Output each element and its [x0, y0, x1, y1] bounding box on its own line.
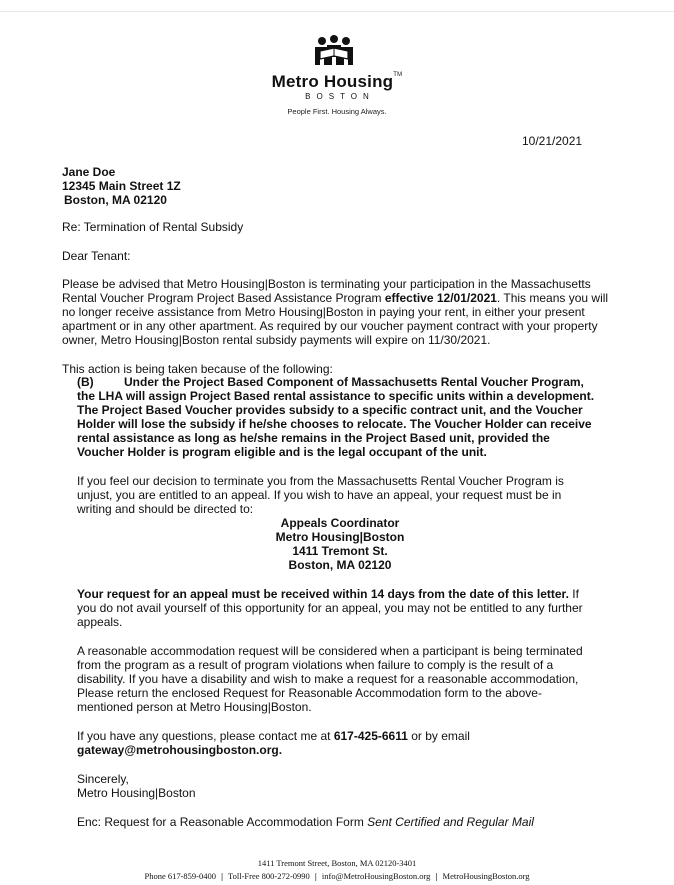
reason-line3: The Project Based Voucher provides subsidy to a specific contract unit, and the Voucher: [77, 403, 583, 417]
accommodation-line5: mentioned person at Metro Housing|Boston.: [77, 700, 312, 714]
appeal-addr-line3: 1411 Tremont St.: [292, 544, 388, 558]
top-divider: [0, 11, 674, 12]
footer-sep-1: |: [221, 871, 224, 881]
appeal-line1: If you feel our decision to terminate you from the Massachusetts Rental Voucher Program is: [77, 474, 564, 488]
para1-line4: apartment or in any other apartment. As required by our voucher payment contract with your property: [62, 319, 598, 333]
trademark: TM: [393, 72, 403, 78]
deadline-line2: you do not avail yourself of this opportunity for an appeal, you may not be entitled to any further: [77, 601, 583, 615]
recipient-name: Jane Doe: [62, 165, 116, 179]
accommodation-line4: Please return the enclosed Request for Reasonable Accommodation form to the above-: [77, 686, 542, 700]
closing-sincerely: Sincerely,: [77, 772, 129, 786]
closing-signer: Metro Housing|Boston: [77, 786, 196, 800]
footer-sep-3: |: [435, 871, 438, 881]
reason-line4: Holder will lose the subsidy if he/she chooses to relocate. The Voucher Holder can receive: [77, 417, 592, 431]
appeal-line2: unjust, you are entitled to an appeal. If you wish to have an appeal, your request must be in: [77, 488, 562, 502]
para1-line5: owner, Metro Housing|Boston rental subsidy payments will expire on 11/30/2021.: [62, 333, 491, 347]
reason-line2: the LHA will assign Project Based rental assistance to specific units within a development.: [77, 389, 595, 403]
metro-housing-logo-icon: [311, 35, 357, 69]
reason-intro: This action is being taken because of the following:: [62, 362, 333, 376]
tagline: People First. Housing Always.: [287, 107, 387, 116]
accommodation-line2: from the program as a result of program violations when failure to comply is the result of a: [77, 658, 554, 672]
footer-contacts: [0, 871, 674, 881]
footer-address: 1411 Tremont Street, Boston, MA 02120-3401: [257, 858, 417, 868]
mail-method: Sent Certified and Regular Mail: [367, 815, 534, 829]
contact-email: gateway@metrohousingboston.org.: [77, 743, 283, 757]
appeal-line3: writing and should be directed to:: [77, 502, 254, 516]
recipient-city: Boston, MA 02120: [64, 193, 167, 207]
contact-phone: 617-425-6611: [333, 729, 408, 743]
logo-org-name: Metro Housing™: [271, 72, 403, 91]
para1-line2: Rental Voucher Program Project Based Assistance Program effective 12/01/2021. This means you will: [62, 291, 609, 305]
appeal-addr-line1: Appeals Coordinator: [280, 516, 400, 530]
accommodation-line3: disability. If you have a disability and wish to make a request for a reasonable accommodation,: [77, 672, 579, 686]
effective-date: effective 12/01/2021: [384, 291, 497, 305]
footer-phone: Phone 617-859-0400: [144, 871, 217, 881]
logo-city: BOSTON: [305, 92, 375, 101]
salutation: Dear Tenant:: [62, 249, 131, 263]
para1-line1: Please be advised that Metro Housing|Boston is terminating your participation in the Massachusetts: [62, 277, 591, 291]
para1-line3: no longer receive assistance from Metro Housing|Boston in paying your rent, in either your present: [62, 305, 585, 319]
footer-sep-2: |: [314, 871, 317, 881]
accommodation-line1: A reasonable accommodation request will be considered when a participant is being terminated: [77, 644, 583, 658]
appeal-addr-line4: Boston, MA 02120: [288, 558, 392, 572]
reason-line5: rental assistance as long as he/she remains in the Project Based unit, provided the: [77, 431, 550, 445]
footer-email: info@MetroHousingBoston.org: [321, 871, 431, 881]
deadline-line3: appeals.: [77, 615, 123, 629]
reason-code: (B): [77, 375, 94, 389]
contact-line1: If you have any questions, please contact me at 617-425-6611 or by email: [77, 729, 470, 743]
deadline-bold: Your request for an appeal must be received within 14 days from the date of this letter.: [77, 587, 569, 601]
deadline-line1: Your request for an appeal must be received within 14 days from the date of this letter. If: [77, 587, 579, 601]
reason-line6: Voucher Holder is program eligible and is the legal occupant of the unit.: [77, 445, 487, 459]
enclosure-line: Enc: Request for a Reasonable Accommodation Form Sent Certified and Regular Mail: [77, 815, 534, 829]
letter-date: 10/21/2021: [522, 134, 583, 148]
reason-line1: Under the Project Based Component of Massachusetts Rental Voucher Program,: [124, 375, 584, 389]
footer-tollfree: Toll-Free 800-272-0990: [228, 871, 310, 881]
appeal-addr-line2: Metro Housing|Boston: [275, 530, 405, 544]
recipient-street: 12345 Main Street 1Z: [62, 179, 181, 193]
footer-web: MetroHousingBoston.org: [442, 871, 530, 881]
subject-line: Re: Termination of Rental Subsidy: [62, 220, 244, 234]
